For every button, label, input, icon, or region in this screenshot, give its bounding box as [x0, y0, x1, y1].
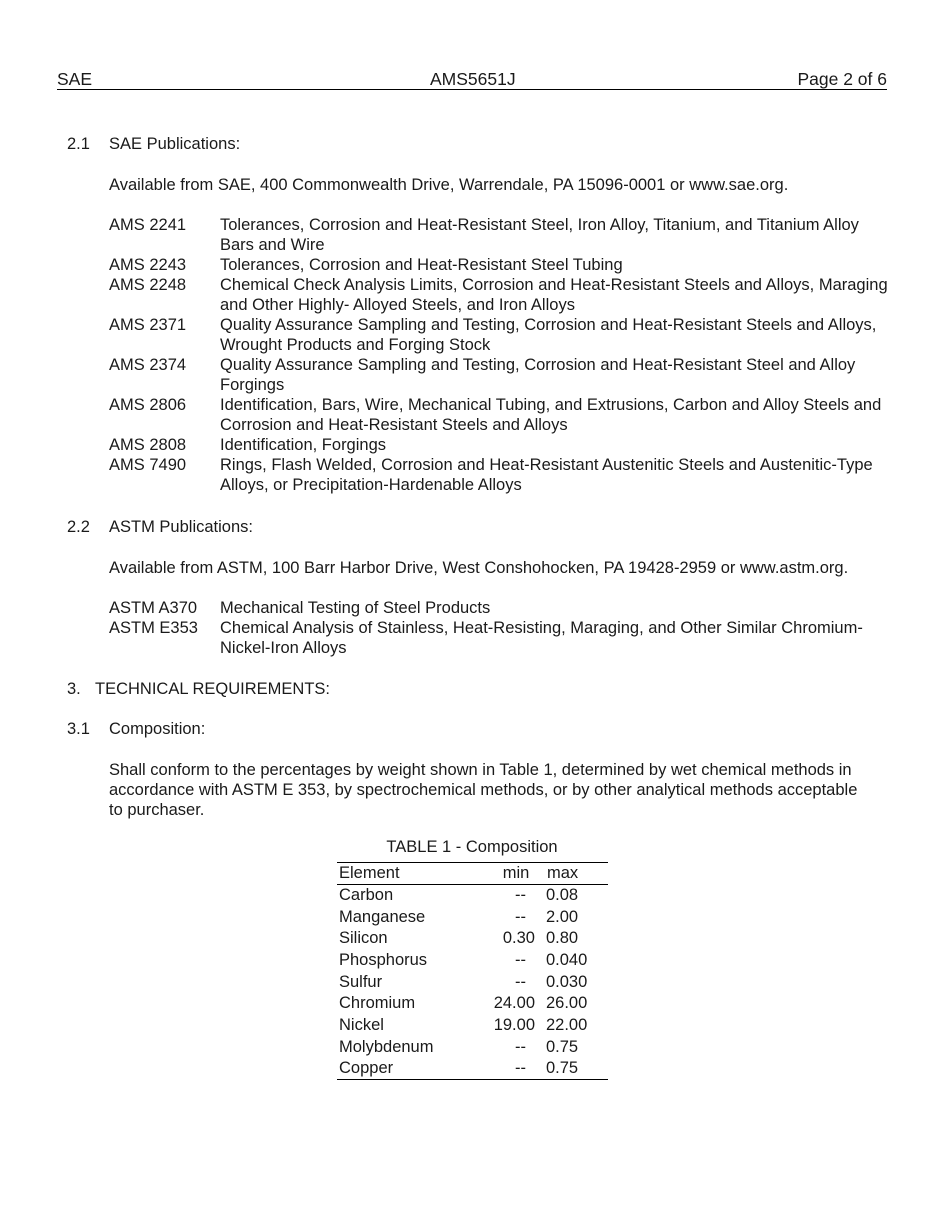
- table-row: [337, 884, 608, 906]
- header-doc-number: AMS5651J: [430, 69, 516, 89]
- section-3-title: TECHNICAL REQUIREMENTS:: [95, 680, 330, 698]
- cell-max: 26.00: [546, 994, 588, 1013]
- cell-element: Chromium: [339, 994, 416, 1013]
- reference-row: [109, 315, 889, 355]
- section-3-number: 3.: [67, 680, 81, 698]
- cell-max: 0.75: [546, 1059, 579, 1078]
- table-header-row: [337, 863, 608, 885]
- reference-code: AMS 2374: [109, 356, 187, 374]
- table-caption: TABLE 1 - Composition: [386, 838, 558, 856]
- reference-description: Tolerances, Corrosion and Heat-Resistant Steel, Iron Alloy, Titanium, and Titanium Alloy Bars and Wire: [220, 216, 859, 254]
- cell-min: 24.00: [493, 994, 535, 1013]
- reference-description: Identification, Bars, Wire, Mechanical Tubing, and Extrusions, Carbon and Alloy Steels and Corrosion and Heat-Resistant Steels and Alloys: [220, 396, 882, 434]
- astm-reference-list: [109, 598, 889, 658]
- reference-row: [109, 355, 889, 395]
- section-2-1-number: 2.1: [67, 135, 90, 153]
- table-row: [337, 1014, 608, 1036]
- reference-code: AMS 2243: [109, 256, 187, 274]
- reference-code: ASTM A370: [109, 599, 198, 617]
- section-2-2-title: ASTM Publications:: [109, 518, 253, 536]
- cell-element: Carbon: [339, 886, 394, 905]
- reference-description: Identification, Forgings: [220, 436, 387, 454]
- cell-min: --: [515, 951, 526, 970]
- cell-max: 0.030: [546, 972, 588, 991]
- reference-description: Tolerances, Corrosion and Heat-Resistant Steel Tubing: [220, 256, 623, 274]
- reference-row: [109, 395, 889, 435]
- reference-code: AMS 2241: [109, 216, 187, 234]
- table-row: [337, 928, 608, 950]
- header-max: max: [535, 863, 608, 885]
- table-row: [337, 1036, 608, 1058]
- section-3-1-number: 3.1: [67, 720, 90, 738]
- header-page-number: Page 2 of 6: [797, 69, 887, 89]
- reference-row: [109, 598, 889, 618]
- table-row: [337, 906, 608, 928]
- table-row: [337, 993, 608, 1015]
- cell-max: 22.00: [546, 1016, 588, 1035]
- table-row: [337, 971, 608, 993]
- section-2-1-title: SAE Publications:: [109, 135, 241, 153]
- reference-code: AMS 2808: [109, 436, 187, 454]
- table-row: [337, 1058, 608, 1080]
- reference-row: [109, 275, 889, 315]
- cell-max: 0.75: [546, 1037, 579, 1056]
- header-org: SAE: [57, 69, 93, 89]
- reference-code: AMS 2248: [109, 276, 187, 294]
- cell-element: Nickel: [339, 1016, 384, 1035]
- cell-max: 0.040: [546, 951, 588, 970]
- sae-availability-text: Available from SAE, 400 Commonwealth Drive, Warrendale, PA 15096-0001 or www.sae.org.: [109, 176, 789, 194]
- reference-description: Rings, Flash Welded, Corrosion and Heat-Resistant Austenitic Steels and Austenitic-Type Alloys, or Precipitation-Hardenable Alloys: [220, 456, 873, 494]
- cell-min: --: [515, 1059, 526, 1078]
- reference-row: [109, 455, 889, 495]
- reference-row: [109, 435, 889, 455]
- reference-description: Mechanical Testing of Steel Products: [220, 599, 491, 617]
- cell-min: --: [515, 907, 526, 926]
- header-element: Element: [337, 863, 487, 885]
- reference-code: AMS 7490: [109, 456, 187, 474]
- sae-reference-list: [109, 215, 889, 495]
- cell-max: 0.08: [546, 886, 579, 905]
- reference-description: Quality Assurance Sampling and Testing, Corrosion and Heat-Resistant Steels and Alloys, Wrought Products and Forging Stock: [220, 316, 877, 354]
- reference-description: Chemical Analysis of Stainless, Heat-Resisting, Maraging, and Other Similar Chromium-Nickel-Iron Alloys: [220, 619, 863, 657]
- cell-element: Molybdenum: [339, 1037, 434, 1056]
- cell-element: Sulfur: [339, 972, 383, 991]
- cell-max: 2.00: [546, 907, 579, 926]
- reference-row: [109, 215, 889, 255]
- cell-min: --: [515, 972, 526, 991]
- cell-element: Phosphorus: [339, 951, 428, 970]
- reference-code: AMS 2371: [109, 316, 187, 334]
- reference-description: Chemical Check Analysis Limits, Corrosion and Heat-Resistant Steels and Alloys, Maraging and Other Highly- Alloyed Steels, and Iron Alloys: [220, 276, 888, 314]
- cell-min: --: [515, 886, 526, 905]
- reference-code: AMS 2806: [109, 396, 187, 414]
- reference-row: [109, 618, 889, 658]
- section-2-2-number: 2.2: [67, 518, 90, 536]
- page-header: [57, 69, 887, 90]
- table-row: [337, 949, 608, 971]
- cell-element: Silicon: [339, 929, 388, 948]
- header-min: min: [487, 863, 535, 885]
- cell-element: Copper: [339, 1059, 394, 1078]
- cell-min: 0.30: [502, 929, 535, 948]
- composition-paragraph: Shall conform to the percentages by weight shown in Table 1, determined by wet chemical methods in accordance with ASTM E 353, by spectrochemical methods, or by other analytical methods acceptable to purchaser.: [109, 761, 858, 819]
- section-3-1-title: Composition:: [109, 720, 206, 738]
- reference-code: ASTM E353: [109, 619, 198, 637]
- cell-max: 0.80: [546, 929, 579, 948]
- composition-table: [337, 862, 608, 1080]
- cell-min: --: [515, 1037, 526, 1056]
- astm-availability-text: Available from ASTM, 100 Barr Harbor Drive, West Conshohocken, PA 19428-2959 or www.astm.org.: [109, 559, 849, 577]
- reference-description: Quality Assurance Sampling and Testing, Corrosion and Heat-Resistant Steel and Alloy Forgings: [220, 356, 856, 394]
- reference-row: [109, 255, 889, 275]
- cell-element: Manganese: [339, 907, 426, 926]
- cell-min: 19.00: [493, 1016, 535, 1035]
